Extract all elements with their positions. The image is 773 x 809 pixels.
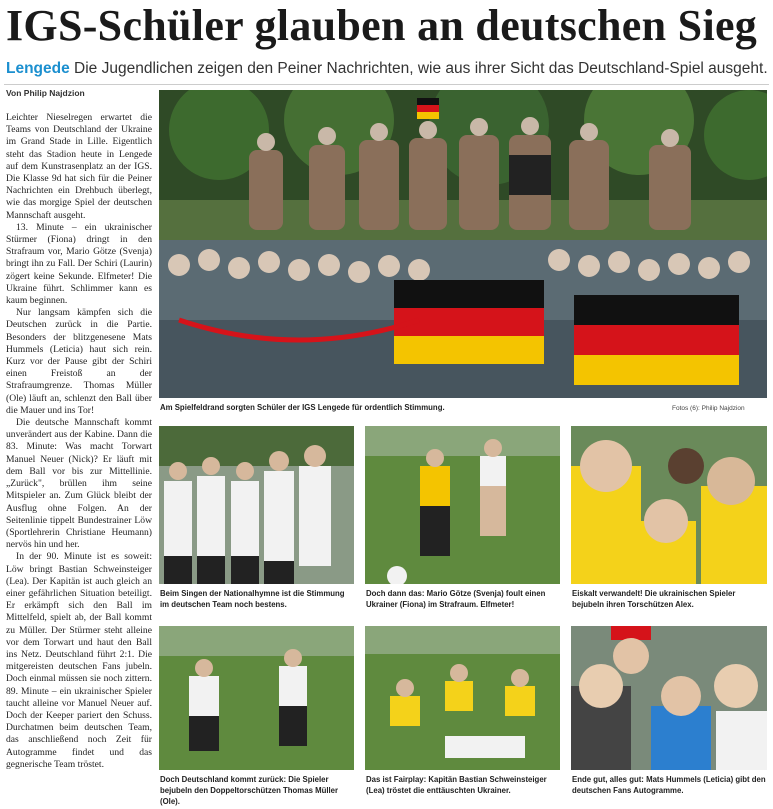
photo-anthem [159, 426, 354, 584]
byline: Von Philip Najdzion [6, 88, 85, 98]
article-headline: IGS-Schüler glauben an deutschen Sieg [6, 1, 758, 50]
body-paragraph: Die deutsche Mannschaft kommt unverändert aus der Kabine. Dann die 83. Minute: Was macht Torwart Manuel Neuer (Nick)? Er läuft mit dem Ball vor bis zur Mittellinie. „Zurück", brüllen ihm seine Mitspieler an. Zum Glück bleibt der Ausflug ohne Folgen. An der Seitenlinie tippelt Bundestrainer Löw (Sportlehrerin Christiane Heumann) nervös hin und her. [6, 417, 152, 551]
subline-text: Die Jugendlichen zeigen den Peiner Nachrichten, wie aus ihrer Sicht das Deutschland-Spiel ausgeht. [74, 60, 768, 77]
body-paragraph: In der 90. Minute ist es soweit: Löw bringt Bastian Schweinsteiger (Lea). Der Kapitän ist auch gleich an einer gefährlichen Situation beteiligt. Er erkämpft sich den Ball im Mittelfeld, spielt ab, der Ball kommt zu Müller. Der Stürmer steht alleine vor dem Torwart und haut den Ball ins Netz. Deutschland führt 2:1. Die mitgereisten deutschen Fans jubeln. Doch einmal müssen sie noch zittern. 89. Minute – ein ukrainischer Spieler taucht alleine vor Manuel Neuer auf. Doch der Keeper pariert den Schuss. Durchatmen beim deutschen Team, das anschließend noch Zeit für Autogramme findet und das gegnerische Team tröstet. [6, 551, 152, 770]
body-paragraph: Nur langsam kämpfen sich die Deutschen zurück in die Partie. Besonders der blitzgenesene Mats Hummels (Leticia) haut sich rein. Kurz vor der Pause gibt der Schiri einen Freistoß an der Strafraumgrenze. Thomas Müller (Ole) läuft an, schlenzt den Ball über die Mauer und ins Tor! [6, 307, 152, 416]
main-photo [159, 90, 767, 398]
main-photo-caption: Am Spielfeldrand sorgten Schüler der IGS Lengede für ordentlich Stimmung. [160, 403, 445, 412]
caption-autographs: Ende gut, alles gut: Mats Hummels (Leticia) gibt den deutschen Fans Autogramme. [572, 775, 766, 795]
location-tag: Lengede [6, 60, 70, 77]
caption-foul: Doch dann das: Mario Götze (Svenja) foult einen Ukrainer (Fiona) im Strafraum. Elfmeter! [366, 589, 546, 609]
body-paragraph: 13. Minute – ein ukrainischer Stürmer (Fiona) dringt in den Strafraum vor, Mario Götze (Svenja) bringt ihn zu Fall. Der Schiri (Laurin) zögert keine Sekunde. Elfmeter! Die Ukraine führt. Schlimmer kann es kaum beginnen. [6, 221, 152, 307]
photo-comeback [159, 626, 354, 770]
photo-autographs [571, 626, 767, 770]
article-body [6, 112, 152, 771]
body-paragraph: Leichter Nieselregen erwartet die Teams von Deutschland der Ukraine im Grand Stade in Lille. Eigentlich steht das Stadion heute in Lengede auf dem Kunstrasenplatz an der IGS. Die Klasse 9d hat sich für die Peiner Nachrichten ein Drehbuch überlegt, wie das morgige Spiel der deutschen Mannschaft ausgeht. [6, 112, 152, 221]
photo-celebration [571, 426, 767, 584]
photo-credit: Fotos (6): Philip Najdzion [672, 405, 745, 412]
caption-anthem: Beim Singen der Nationalhymne ist die Stimmung im deutschen Team noch bestens. [160, 589, 345, 609]
caption-fairplay: Das ist Fairplay: Kapitän Bastian Schweinsteiger (Lea) tröstet die enttäuschten Ukrainer. [366, 775, 547, 795]
caption-celebration: Eiskalt verwandelt! Die ukrainischen Spieler bejubeln ihren Torschützen Alex. [572, 589, 736, 609]
caption-comeback: Doch Deutschland kommt zurück: Die Spieler bejubeln den Doppeltorschützen Thomas Müller (Ole). [160, 775, 339, 806]
photo-foul [365, 426, 560, 584]
divider [4, 84, 769, 85]
article-subline [6, 58, 771, 80]
photo-fairplay [365, 626, 560, 770]
